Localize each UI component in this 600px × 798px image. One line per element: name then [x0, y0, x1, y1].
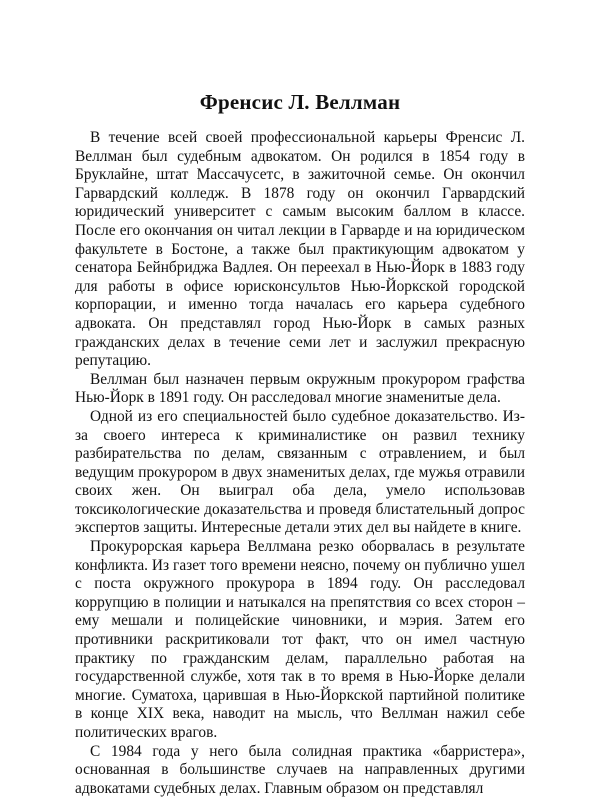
document-page — [75, 88, 525, 798]
paragraph-1: В течение всей своей профессиональной карьеры Френсис Л. Веллман был судебным адвокатом. Он родился в 1854 году в Бруклайне, штат Массачусетс, в зажиточной семье. Он окончил Гарвардский колледж. В 1878 году он окончил Гарвардский юридический университет с самым высоким баллом в классе. После его окончания он читал лекции в Гарварде и на юридическом факультете в Бостоне, а также был практикующим адвокатом у сенатора Бейнбриджа Вадлея. Он переехал в Нью-Йорк в 1883 году для работы в офисе юрисконсультов Нью-Йоркской городской корпорации, и именно тогда началась его карьера судебного адвоката. Он представлял город Нью-Йорк в самых разных гражданских делах в течение семи лет и заслужил прекрасную репутацию. — [75, 129, 525, 370]
paragraph-4: Прокурорская карьера Веллмана резко оборвалась в результате конфликта. Из газет того времени неясно, почему он публично ушел с поста окружного прокурора в 1894 году. Он расследовал коррупцию в полиции и натыкался на препятствия со всех сторон – ему мешали и полицейские чиновники, и мэрия. Затем его противники раскритиковали тот факт, что он имел частную практику по гражданским делам, параллельно работая на государственной службе, хотя так в то время в Нью-Йорке делали многие. Суматоха, царившая в Нью-Йоркской партийной политике в конце XIX века, наводит на мысль, что Веллман нажил себе политических врагов. — [75, 538, 525, 741]
paragraph-5: С 1984 года у него была солидная практика «барристера», основанная в большинстве случаев на направленных другими адвокатами судебных делах. Главным образом он представлял — [75, 742, 525, 797]
document-title: Френсис Л. Веллман — [199, 90, 401, 114]
document-body — [75, 129, 525, 798]
paragraph-2: Веллман был назначен первым окружным прокурором графства Нью-Йорк в 1891 году. Он расследовал многие знаменитые дела. — [75, 370, 525, 407]
paragraph-3: Одной из его специальностей было судебное доказательство. Из-за своего интереса к криминалистике он развил технику разбирательства по делам, связанным с отравлением, и был ведущим прокурором в двух знаменитых делах, где мужья отравили своих жен. Он выиграл оба дела, умело использовав токсикологические доказательства и проведя блистательный допрос экспертов защиты. Интересные детали этих дел вы найдете в книге. — [75, 407, 525, 537]
